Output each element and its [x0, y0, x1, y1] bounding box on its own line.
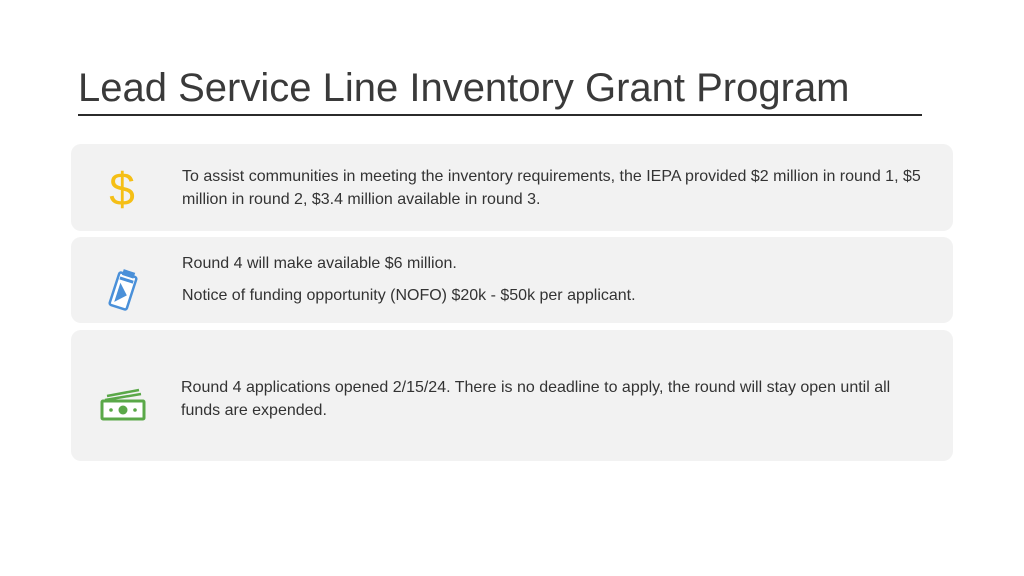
dollar-icon: $	[109, 163, 135, 215]
page-title: Lead Service Line Inventory Grant Program	[78, 66, 850, 110]
title-underline	[78, 114, 922, 116]
cash-stack-icon	[99, 386, 147, 422]
round-4-applications-text: Round 4 applications opened 2/15/24. There is no deadline to apply, the round will stay open until all funds are expended.	[181, 379, 891, 419]
round-4-amount-text: Round 4 will make available $6 million.	[182, 255, 457, 272]
money-bag-icon	[104, 268, 142, 314]
nofo-range-text: Notice of funding opportunity (NOFO) $20k - $50k per applicant.	[182, 287, 636, 304]
funding-history-text: To assist communities in meeting the inventory requirements, the IEPA provided $2 million in round 1, $5 million in round 2, $3.4 million available in round 3.	[182, 168, 921, 208]
card-round-4-funding	[71, 237, 953, 323]
